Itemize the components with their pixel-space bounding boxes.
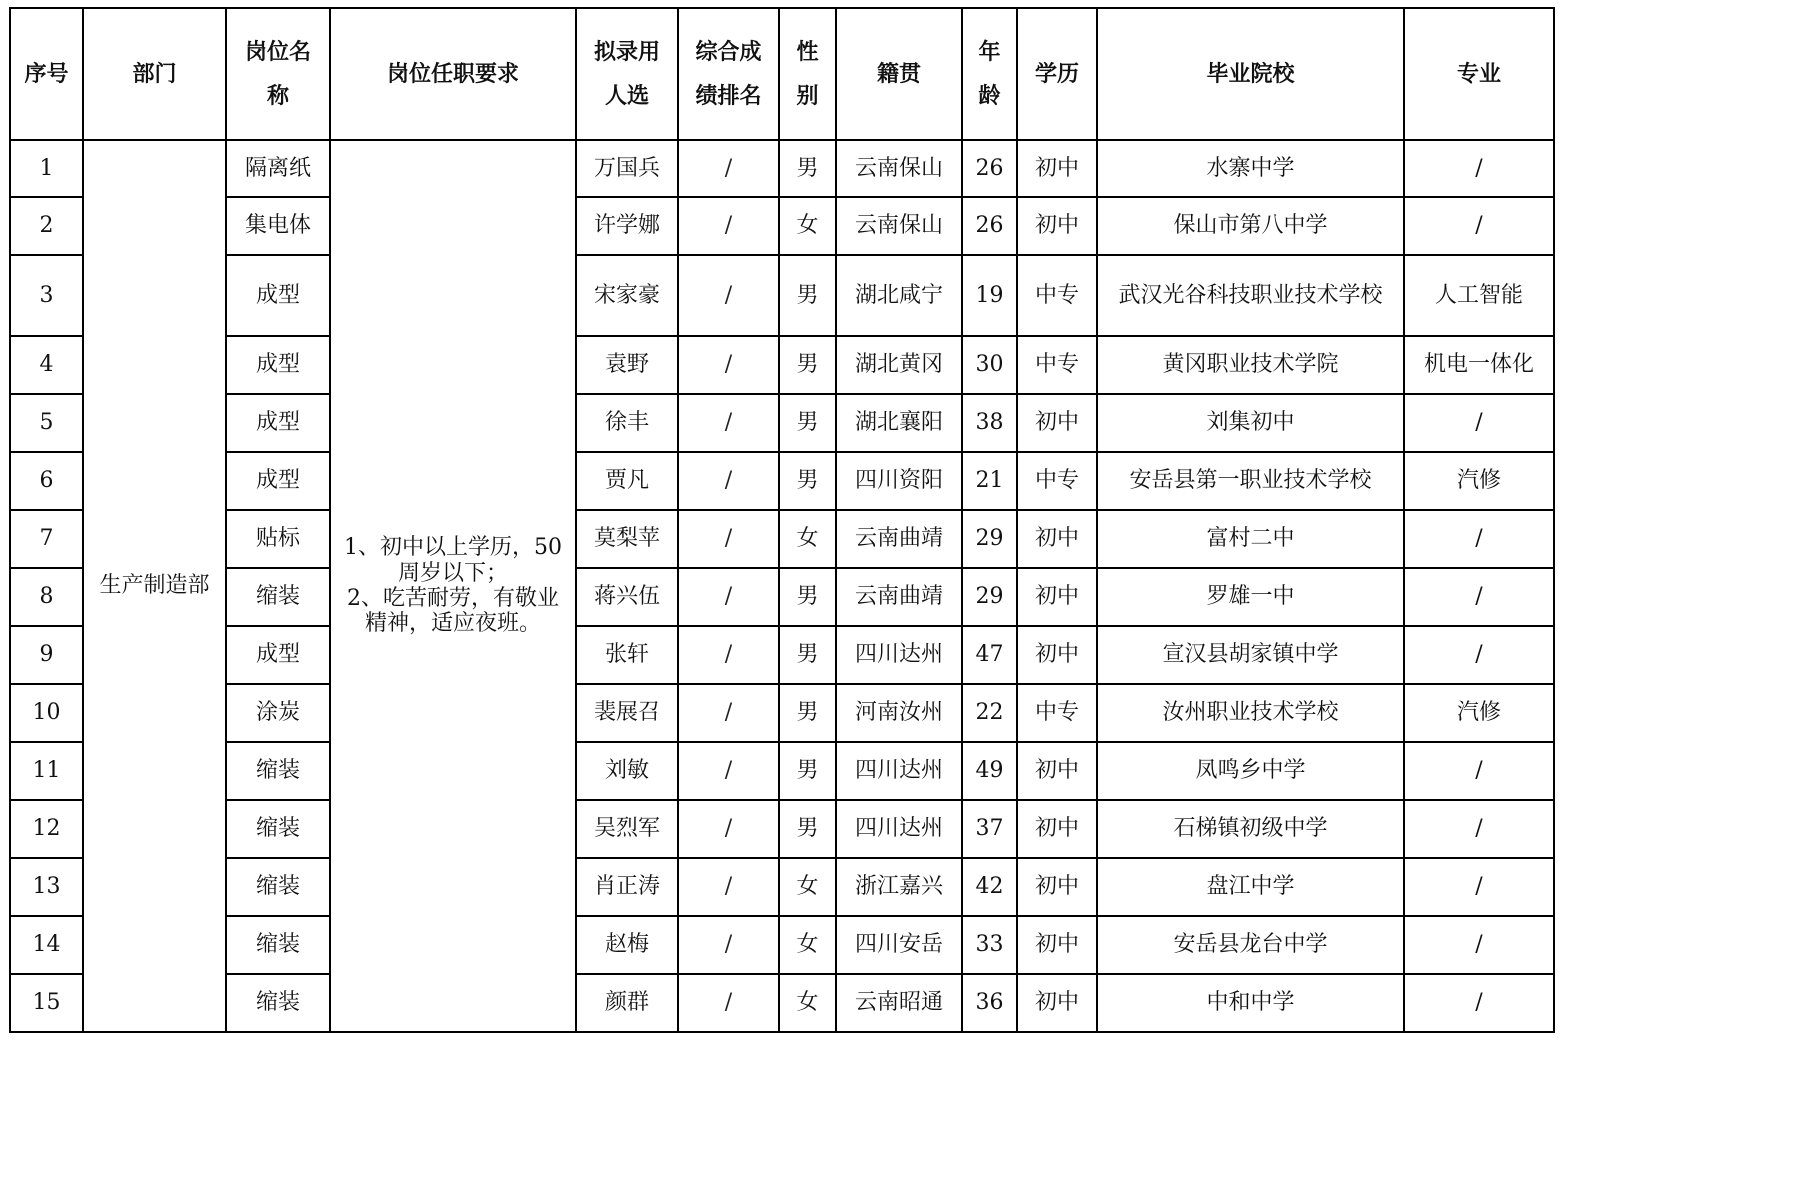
table-row [10, 742, 1554, 800]
cell-school: 水寨中学 [1097, 140, 1404, 197]
cell-gender: 女 [779, 974, 836, 1032]
cell-school: 黄冈职业技术学院 [1097, 336, 1404, 394]
cell-rank: / [678, 974, 779, 1032]
cell-gender: 男 [779, 626, 836, 684]
cell-major: / [1404, 140, 1554, 197]
cell-origin: 湖北咸宁 [836, 255, 962, 336]
cell-school: 凤鸣乡中学 [1097, 742, 1404, 800]
table-row [10, 394, 1554, 452]
cell-school: 汝州职业技术学校 [1097, 684, 1404, 742]
header-seq: 序号 [10, 8, 83, 140]
cell-seq: 8 [10, 568, 83, 626]
cell-age: 37 [962, 800, 1017, 858]
requirements-line: 1、初中以上学历，50 [344, 535, 562, 561]
cell-school: 安岳县第一职业技术学校 [1097, 452, 1404, 510]
cell-education: 初中 [1017, 568, 1097, 626]
cell-major: / [1404, 916, 1554, 974]
cell-seq: 7 [10, 510, 83, 568]
cell-school: 宣汉县胡家镇中学 [1097, 626, 1404, 684]
cell-education: 初中 [1017, 510, 1097, 568]
cell-seq: 13 [10, 858, 83, 916]
cell-origin: 四川安岳 [836, 916, 962, 974]
cell-major: / [1404, 568, 1554, 626]
cell-seq: 2 [10, 197, 83, 255]
cell-education: 初中 [1017, 974, 1097, 1032]
cell-major: / [1404, 510, 1554, 568]
cell-position: 隔离纸 [226, 140, 330, 197]
cell-rank: / [678, 684, 779, 742]
requirements-line: 精神，适应夜班。 [364, 611, 541, 637]
cell-candidate-name: 万国兵 [576, 140, 678, 197]
table-header-row [10, 8, 1554, 140]
cell-gender: 男 [779, 684, 836, 742]
cell-education: 中专 [1017, 452, 1097, 510]
roster-sheet [9, 7, 1555, 1033]
cell-origin: 四川达州 [836, 800, 962, 858]
cell-major: / [1404, 394, 1554, 452]
cell-position: 缩装 [226, 916, 330, 974]
cell-origin: 浙江嘉兴 [836, 858, 962, 916]
cell-age: 36 [962, 974, 1017, 1032]
cell-candidate-name: 袁野 [576, 336, 678, 394]
cell-education: 初中 [1017, 197, 1097, 255]
header-candidate: 拟录用 人选 [576, 8, 678, 140]
cell-school: 安岳县龙台中学 [1097, 916, 1404, 974]
cell-origin: 四川达州 [836, 626, 962, 684]
cell-rank: / [678, 568, 779, 626]
table-row [10, 255, 1554, 336]
hiring-roster-table [9, 7, 1555, 1033]
table-row [10, 510, 1554, 568]
table-row [10, 140, 1554, 197]
requirements-line: 周岁以下； [397, 560, 508, 586]
cell-age: 26 [962, 140, 1017, 197]
cell-candidate-name: 宋家豪 [576, 255, 678, 336]
cell-major: / [1404, 626, 1554, 684]
cell-rank: / [678, 336, 779, 394]
cell-seq: 14 [10, 916, 83, 974]
table-row [10, 452, 1554, 510]
cell-gender: 男 [779, 336, 836, 394]
cell-major: 机电一体化 [1404, 336, 1554, 394]
cell-age: 19 [962, 255, 1017, 336]
cell-rank: / [678, 197, 779, 255]
cell-rank: / [678, 858, 779, 916]
cell-rank: / [678, 452, 779, 510]
cell-gender: 男 [779, 452, 836, 510]
cell-position: 涂炭 [226, 684, 330, 742]
cell-candidate-name: 徐丰 [576, 394, 678, 452]
cell-rank: / [678, 394, 779, 452]
cell-candidate-name: 赵梅 [576, 916, 678, 974]
cell-school: 盘江中学 [1097, 858, 1404, 916]
cell-age: 33 [962, 916, 1017, 974]
cell-education: 中专 [1017, 684, 1097, 742]
cell-position: 缩装 [226, 858, 330, 916]
cell-education: 初中 [1017, 742, 1097, 800]
cell-position: 成型 [226, 626, 330, 684]
cell-rank: / [678, 140, 779, 197]
cell-origin: 云南曲靖 [836, 510, 962, 568]
cell-origin: 云南保山 [836, 197, 962, 255]
table-row [10, 916, 1554, 974]
cell-age: 21 [962, 452, 1017, 510]
cell-major: 汽修 [1404, 452, 1554, 510]
cell-position: 缩装 [226, 800, 330, 858]
cell-gender: 男 [779, 742, 836, 800]
cell-position: 成型 [226, 452, 330, 510]
requirements-line: 2、吃苦耐劳，有敬业 [347, 586, 559, 611]
cell-major: / [1404, 800, 1554, 858]
cell-gender: 男 [779, 800, 836, 858]
cell-rank: / [678, 916, 779, 974]
cell-age: 29 [962, 568, 1017, 626]
cell-origin: 河南汝州 [836, 684, 962, 742]
cell-candidate-name: 颜群 [576, 974, 678, 1032]
cell-gender: 女 [779, 858, 836, 916]
header-age: 年 龄 [962, 8, 1017, 140]
cell-education: 初中 [1017, 858, 1097, 916]
cell-seq: 4 [10, 336, 83, 394]
header-gender: 性 别 [779, 8, 836, 140]
table-row [10, 197, 1554, 255]
cell-gender: 女 [779, 916, 836, 974]
cell-seq: 11 [10, 742, 83, 800]
cell-education: 中专 [1017, 336, 1097, 394]
cell-education: 初中 [1017, 626, 1097, 684]
header-education: 学历 [1017, 8, 1097, 140]
table-row [10, 974, 1554, 1032]
table-row [10, 858, 1554, 916]
cell-seq: 6 [10, 452, 83, 510]
cell-rank: / [678, 510, 779, 568]
table-row [10, 684, 1554, 742]
cell-school: 罗雄一中 [1097, 568, 1404, 626]
cell-education: 初中 [1017, 394, 1097, 452]
cell-gender: 男 [779, 568, 836, 626]
cell-major: / [1404, 858, 1554, 916]
table-row [10, 336, 1554, 394]
cell-position: 贴标 [226, 510, 330, 568]
cell-department: 生产制造部 [83, 140, 226, 1032]
cell-age: 29 [962, 510, 1017, 568]
cell-education: 中专 [1017, 255, 1097, 336]
cell-candidate-name: 吴烈军 [576, 800, 678, 858]
cell-major: / [1404, 197, 1554, 255]
cell-position: 集电体 [226, 197, 330, 255]
cell-origin: 湖北襄阳 [836, 394, 962, 452]
cell-gender: 男 [779, 394, 836, 452]
cell-origin: 四川达州 [836, 742, 962, 800]
header-department: 部门 [83, 8, 226, 140]
cell-major: / [1404, 742, 1554, 800]
cell-school: 武汉光谷科技职业技术学校 [1097, 255, 1404, 336]
cell-candidate-name: 蒋兴伍 [576, 568, 678, 626]
header-requirements: 岗位任职要求 [330, 8, 576, 140]
cell-gender: 男 [779, 255, 836, 336]
cell-candidate-name: 张轩 [576, 626, 678, 684]
cell-education: 初中 [1017, 140, 1097, 197]
cell-school: 刘集初中 [1097, 394, 1404, 452]
cell-requirements [330, 140, 576, 1032]
cell-major: 人工智能 [1404, 255, 1554, 336]
header-rank: 综合成 绩排名 [678, 8, 779, 140]
table-row [10, 568, 1554, 626]
cell-age: 22 [962, 684, 1017, 742]
cell-origin: 湖北黄冈 [836, 336, 962, 394]
cell-candidate-name: 裴展召 [576, 684, 678, 742]
cell-position: 缩装 [226, 568, 330, 626]
cell-school: 保山市第八中学 [1097, 197, 1404, 255]
cell-school: 石梯镇初级中学 [1097, 800, 1404, 858]
cell-age: 26 [962, 197, 1017, 255]
cell-age: 38 [962, 394, 1017, 452]
table-row [10, 626, 1554, 684]
cell-position: 缩装 [226, 974, 330, 1032]
cell-gender: 女 [779, 510, 836, 568]
header-position: 岗位名 称 [226, 8, 330, 140]
cell-position: 成型 [226, 255, 330, 336]
cell-rank: / [678, 742, 779, 800]
table-row [10, 800, 1554, 858]
cell-seq: 3 [10, 255, 83, 336]
cell-candidate-name: 肖正涛 [576, 858, 678, 916]
cell-major: / [1404, 974, 1554, 1032]
cell-candidate-name: 莫梨苹 [576, 510, 678, 568]
cell-age: 49 [962, 742, 1017, 800]
cell-seq: 15 [10, 974, 83, 1032]
cell-school: 富村二中 [1097, 510, 1404, 568]
header-major: 专业 [1404, 8, 1554, 140]
cell-origin: 云南曲靖 [836, 568, 962, 626]
cell-seq: 9 [10, 626, 83, 684]
cell-rank: / [678, 255, 779, 336]
cell-seq: 10 [10, 684, 83, 742]
table-body [10, 140, 1554, 1032]
cell-school: 中和中学 [1097, 974, 1404, 1032]
cell-candidate-name: 刘敏 [576, 742, 678, 800]
cell-age: 42 [962, 858, 1017, 916]
cell-seq: 1 [10, 140, 83, 197]
cell-position: 缩装 [226, 742, 330, 800]
cell-age: 30 [962, 336, 1017, 394]
cell-origin: 云南保山 [836, 140, 962, 197]
cell-seq: 5 [10, 394, 83, 452]
header-origin: 籍贯 [836, 8, 962, 140]
cell-candidate-name: 许学娜 [576, 197, 678, 255]
cell-origin: 云南昭通 [836, 974, 962, 1032]
cell-seq: 12 [10, 800, 83, 858]
cell-gender: 女 [779, 197, 836, 255]
cell-origin: 四川资阳 [836, 452, 962, 510]
cell-rank: / [678, 800, 779, 858]
cell-major: 汽修 [1404, 684, 1554, 742]
cell-age: 47 [962, 626, 1017, 684]
cell-position: 成型 [226, 394, 330, 452]
header-school: 毕业院校 [1097, 8, 1404, 140]
cell-rank: / [678, 626, 779, 684]
cell-education: 初中 [1017, 916, 1097, 974]
cell-education: 初中 [1017, 800, 1097, 858]
cell-position: 成型 [226, 336, 330, 394]
cell-candidate-name: 贾凡 [576, 452, 678, 510]
cell-gender: 男 [779, 140, 836, 197]
